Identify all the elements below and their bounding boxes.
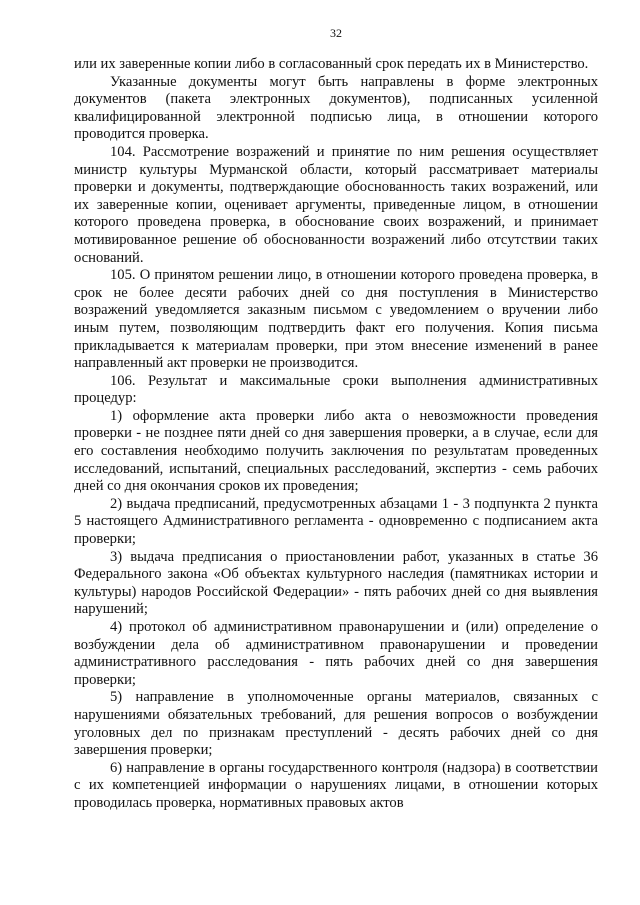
- paragraph-106: 106. Результат и максимальные сроки выполнения административных процедур:: [74, 372, 598, 407]
- document-body: [74, 56, 598, 813]
- list-item-5: 5) направление в уполномоченные органы материалов, связанных с нарушениями обязательных требований, для решения вопросов о возбуждении уголовных дел по признакам преступлений - десять рабочих дней со дня завершения проверки;: [74, 689, 598, 759]
- paragraph-104: 104. Рассмотрение возражений и принятие по ним решения осуществляет министр культуры Мурманской области, который рассматривает материалы проверки и документы, подтверждающие обоснованность таких возражений, или их заверенные копии, оценивает аргументы, приведенные лицом, в отношении которого проведена проверка, в обоснование своих возражений, и принимает мотивированное решение об обоснованности возражений либо отсутствии таких оснований.: [74, 143, 598, 266]
- paragraph-continuation: или их заверенные копии либо в согласованный срок передать их в Министерство.: [74, 56, 589, 72]
- list-item-2: 2) выдача предписаний, предусмотренных абзацами 1 - 3 подпункта 2 пункта 5 настоящего Административного регламента - одновременно с подписанием акта проверки;: [74, 495, 598, 548]
- paragraph-105: 105. О принятом решении лицо, в отношении которого проведена проверка, в срок не более десяти рабочих дней со дня поступления в Министерство возражений уведомляется заказным письмом с уведомлением о вручении либо иным путем, позволяющим подтвердить факт его получения. Копия письма прикладывается к материалам проверки, при этом внесение изменений в ранее направленный акт проверки не производится.: [74, 267, 598, 372]
- list-item-4: 4) протокол об административном правонарушении и (или) определение о возбуждении дела об административном правонарушении и проведении административного расследования - пять рабочих дней со дня завершения проверки;: [74, 619, 598, 688]
- list-item-6: 6) направление в органы государственного контроля (надзора) в соответствии с их компетенцией информации о нарушениях лицами, в отношении которых проводилась проверка, нормативных правовых актов: [74, 759, 598, 811]
- list-item-1: 1) оформление акта проверки либо акта о невозможности проведения проверки - не позднее пяти дней со дня завершения проверки, а в случае, если для его составления необходимо получить заключения по результатам проведенных исследований, испытаний, специальных расследований, экспертиз - семь рабочих дней со дня окончания сроков их проведения;: [74, 407, 598, 495]
- paragraph-electronic-documents: Указанные документы могут быть направлены в форме электронных документов (пакета электронных документов), подписанных усиленной квалифицированной электронной подписью лица, в отношении которого проводится проверка.: [74, 73, 598, 143]
- page-number: 32: [330, 26, 342, 40]
- list-item-3: 3) выдача предписания о приостановлении работ, указанных в статье 36 Федерального закона «Об объектах культурного наследия (памятниках истории и культуры) народов Российской Федерации» - пять рабочих дней со дня выявления нарушений;: [74, 548, 598, 618]
